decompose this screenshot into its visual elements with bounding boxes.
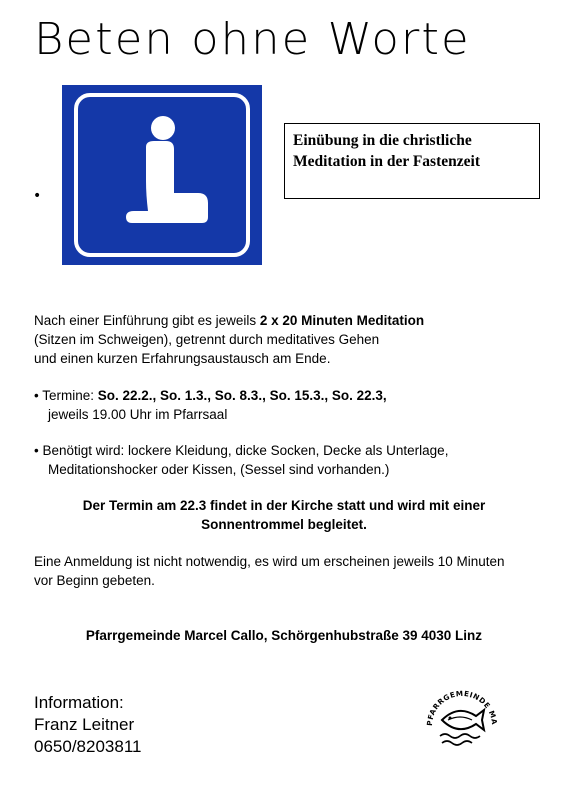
benoetigt-line: Meditationshocker oder Kissen, (Sessel sind vorhanden.) [48,462,390,477]
parish-fish-logo-icon [418,676,504,762]
termine-time: jeweils 19.00 Uhr im Pfarrsaal [48,407,228,422]
kirche-notice [34,496,534,534]
callout-line: Meditation in der Fastenzeit [293,153,480,170]
stamp-text: PFARRGEMEINDE MA [424,688,500,727]
meditation-callout-box [284,123,540,199]
intro-line: (Sitzen im Schweigen), getrennt durch meditatives Gehen [34,332,380,347]
info-label: Information: [34,693,124,712]
contact-phone: 0650/8203811 [34,737,142,756]
anmeldung-line: Eine Anmeldung ist nicht notwendig, es wird um erscheinen jeweils 10 Minuten [34,554,505,569]
anmeldung-paragraph [34,552,534,590]
page-title: Beten ohne Worte [34,14,471,65]
kirche-line: Der Termin am 22.3 findet in der Kirche statt und wird mit einer [82,498,486,513]
intro-text: Nach einer Einführung gibt es jeweils [34,313,260,328]
contact-name: Franz Leitner [34,715,135,734]
benoetigt-line: • Benötigt wird: lockere Kleidung, dicke Socken, Decke als Unterlage, [34,443,449,458]
bullet-marker: • [33,188,42,204]
anmeldung-line: vor Beginn gebeten. [34,573,155,588]
parish-address: Pfarrgemeinde Marcel Callo, Schörgenhubstraße 39 4030 Linz [85,628,483,643]
termine-dates: So. 22.2., So. 1.3., So. 8.3., So. 15.3., So. 22.3, [97,388,387,403]
svg-text:PFARRGEMEINDE MARCEL CALLO [418,676,499,726]
kneeling-prayer-icon [62,85,262,265]
callout-line: Einübung in die christliche [293,132,472,149]
intro-bold: 2 x 20 Minuten Meditation [259,313,425,328]
termine-paragraph [34,386,534,424]
contact-info [34,692,141,758]
intro-line: und einen kurzen Erfahrungsaustausch am Ende. [34,351,331,366]
termine-label: • Termine: [34,388,98,403]
kirche-line: Sonnentrommel begleitet. [201,517,367,532]
benoetigt-paragraph [34,441,534,479]
intro-paragraph [34,311,534,368]
